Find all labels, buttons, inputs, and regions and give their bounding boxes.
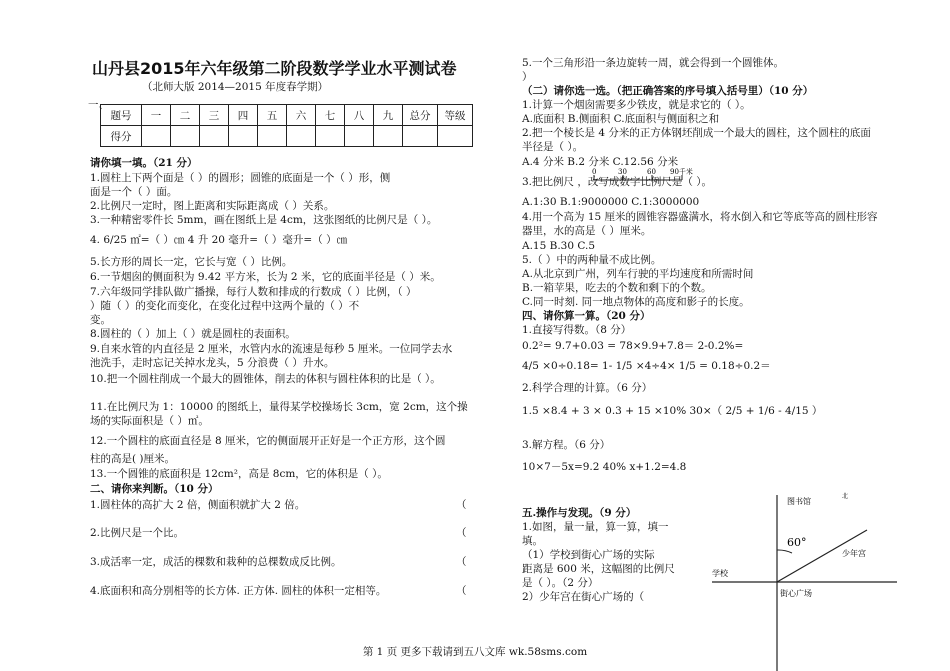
right-line: 5.（ ）中的两种量不成比例。: [522, 254, 662, 266]
right-line: 是（ ）。（2 分）: [522, 577, 599, 589]
right-line: 2）少年宫在街心广场的（: [522, 591, 645, 603]
left-line: 二、请你来判断。（10 分）: [90, 483, 219, 495]
score-cell: [171, 126, 200, 147]
score-header-cell: 一: [142, 105, 171, 126]
score-header-cell: 二: [171, 105, 200, 126]
right-line: 四、请你算一算。（20 分）: [522, 310, 651, 322]
left-line: 1.圆柱体的高扩大 2 倍，侧面积就扩大 2 倍。: [90, 499, 306, 511]
right-line: 1.如图，量一量，算一算，填一: [522, 521, 669, 533]
exam-title: 山丹县2015年六年级第二阶段数学学业水平测试卷: [92, 59, 457, 78]
right-line: 1.计算一个烟囱需要多少铁皮，就是求它的（ ）。: [522, 99, 751, 111]
left-line: 4.底面积和高分别相等的长方体. 正方体. 圆柱的体积一定相等。: [90, 585, 387, 597]
right-line: A.底面积 B.侧面积 C.底面积与侧面积之和: [522, 113, 720, 125]
score-cell: [258, 126, 287, 147]
score-header-cell: 等级: [438, 105, 473, 126]
right-line: A.15 B.30 C.5: [522, 240, 596, 252]
score-cell: [403, 126, 438, 147]
page-footer: 第 1 页 更多下载请到五八文库 wk.58sms.com: [362, 646, 588, 658]
score-header-cell: 七: [316, 105, 345, 126]
right-line: 2.把一个棱长是 4 分米的正方体钢坯削成一个最大的圆柱，这个圆柱的底面: [522, 127, 871, 139]
left-line: 2.比例尺是一个比。: [90, 527, 185, 539]
left-line: 10.把一个圆柱削成一个最大的圆锥体，削去的体积与圆柱体积的比是（ ）。: [90, 373, 441, 385]
school-label: 学校: [712, 569, 728, 578]
right-line: （1）学校到街心广场的实际: [522, 549, 655, 561]
plaza-label: 街心广场: [780, 589, 812, 598]
left-line: 面是一个（ ）面。: [90, 186, 178, 198]
left-line: 6.一节烟囱的侧面积为 9.42 平方米，长为 2 米，它的底面半径是（ ）米。: [90, 271, 441, 283]
scale-bar: [590, 166, 700, 188]
left-line: 1.圆柱上下两个面是（ ）的圆形；圆锥的底面是一个（ ）形，侧: [90, 172, 391, 184]
angle-label: 60°: [787, 536, 807, 549]
score-cell: [287, 126, 316, 147]
right-line: A.4 分米 B.2 分米 C.12.56 分米: [522, 156, 679, 168]
right-line: 3.把比例尺 ，改写成数字比例尺是（ ）。: [522, 176, 712, 188]
right-line: 0.2²= 9.7+0.03 = 78×9.9+7.8＝ 2-0.2%=: [522, 340, 744, 352]
scale-tick: 0: [592, 168, 597, 176]
score-header-cell: 八: [345, 105, 374, 126]
score-header-cell: 总分: [403, 105, 438, 126]
left-line: 13.一个圆锥的底面积是 12cm²，高是 8cm，它的体积是（ ）。: [90, 468, 388, 480]
score-header-cell: 五: [258, 105, 287, 126]
score-cell: [142, 126, 171, 147]
right-line: A.从北京到广州，列车行驶的平均速度和所需时间: [522, 268, 754, 280]
right-line: C.同一时刻. 同一地点物体的高度和影子的长度。: [522, 296, 750, 308]
right-line: 1.5 ×8.4 + 3 × 0.3 + 15 ×10% 30×（ 2/5 + 1/6 - 4/15 ）: [522, 405, 823, 417]
right-line: A.1:30 B.1:9000000 C.1:3000000: [522, 196, 700, 208]
score-cell: [345, 126, 374, 147]
north-label: 北: [842, 493, 849, 500]
score-cell: 得分: [101, 126, 142, 147]
exam-subtitle: （北师大版 2014—2015 年度春学期）: [142, 81, 329, 93]
score-header-cell: 三: [200, 105, 229, 126]
judge-paren: （: [456, 499, 467, 511]
scale-tick: 60: [647, 168, 656, 176]
left-line: 12.一个圆柱的底面直径是 8 厘米，它的侧面展开正好是一个正方形，这个圆: [90, 435, 446, 447]
right-line: 10×7－5x=9.2 40% x+1.2=4.8: [522, 461, 687, 473]
left-line: 场的实际面积是（ ）㎡。: [90, 415, 209, 427]
right-line: 填。: [522, 535, 543, 547]
score-header-cell: 六: [287, 105, 316, 126]
left-line: 请你填一填。（21 分）: [90, 157, 198, 169]
right-line: 5.一个三角形沿一条边旋转一周，就会得到一个圆锥体。: [522, 57, 785, 69]
left-line: 变。: [90, 314, 111, 326]
score-header-cell: 题号: [101, 105, 142, 126]
left-line: 池洗手，走时忘记关掉水龙头，5 分浪费（ ）升水。: [90, 357, 335, 369]
left-line: 9.自来水管的内直径是 2 厘米，水管内水的流速是每秒 5 厘米。一位同学去水: [90, 343, 453, 355]
judge-paren: （: [456, 585, 467, 597]
left-line: 11.在比例尺为 1：10000 的图纸上，量得某学校操场长 3cm，宽 2cm，这个操: [90, 401, 468, 413]
score-cell: [438, 126, 473, 147]
judge-paren: （: [456, 527, 467, 539]
score-header-cell: 四: [229, 105, 258, 126]
section-one-marker: 一、: [88, 99, 109, 111]
right-line: 距离是 600 米，这幅图的比例尺: [522, 563, 675, 575]
right-line: B.一箱苹果，吃去的个数和剩下的个数。: [522, 282, 712, 294]
library-label: 图书馆: [787, 497, 811, 506]
left-line: ）随（ ）的变化而变化，在变化过程中这两个量的（ ）不: [90, 300, 360, 312]
judge-paren: （: [456, 556, 467, 568]
score-table: [100, 104, 473, 147]
left-line: 3.成活率一定，成活的棵数和栽种的总棵数成反比例。: [90, 556, 342, 568]
right-line: 3.解方程。（6 分）: [522, 439, 611, 451]
left-line: 8.圆柱的（ ）加上（ ）就是圆柱的表面积。: [90, 328, 296, 340]
right-line: 1.直接写得数。（8 分）: [522, 324, 632, 336]
left-line: 3.一种精密零件长 5mm，画在图纸上是 4cm，这张图纸的比例尺是（ ）。: [90, 214, 438, 226]
left-line: 4. 6/25 ㎡=（ ）㎝ 4 升 20 毫升=（ ）毫升=（ ）㎝: [90, 234, 348, 246]
youth-palace-label: 少年宫: [842, 549, 866, 558]
right-line: （二）请你选一选。（把正确答案的序号填入括号里）（10 分）: [522, 85, 814, 97]
left-line: 柱的高是( )厘米。: [90, 453, 176, 465]
right-line: 器里，水的高是（ ）厘米。: [522, 225, 652, 237]
left-line: 2.比例尺一定时，图上距离和实际距离成（ ）关系。: [90, 200, 335, 212]
right-line: ）: [522, 71, 533, 83]
scale-tick: 90千米: [670, 168, 693, 176]
right-line: 2.科学合理的计算。（6 分）: [522, 382, 653, 394]
scale-tick: 30: [618, 168, 627, 176]
right-line: 五.操作与发现。（9 分）: [522, 507, 637, 519]
score-cell: [316, 126, 345, 147]
score-cell: [200, 126, 229, 147]
right-line: 4/5 ×0÷0.18= 1- 1/5 ×4÷4× 1/5 = 0.18÷0.2＝: [522, 360, 771, 372]
right-line: 4.用一个高为 15 厘米的圆锥容器盛满水，将水倒入和它等底等高的圆柱形容: [522, 211, 878, 223]
score-cell: [374, 126, 403, 147]
left-line: 5.长方形的周长一定，它长与宽（ ）比例。: [90, 256, 293, 268]
score-header-cell: 九: [374, 105, 403, 126]
right-line: 半径是（ ）。: [522, 141, 584, 153]
score-cell: [229, 126, 258, 147]
left-line: 7.六年级同学排队做广播操，每行人数和排成的行数成（ ）比例，（ ）: [90, 286, 417, 298]
